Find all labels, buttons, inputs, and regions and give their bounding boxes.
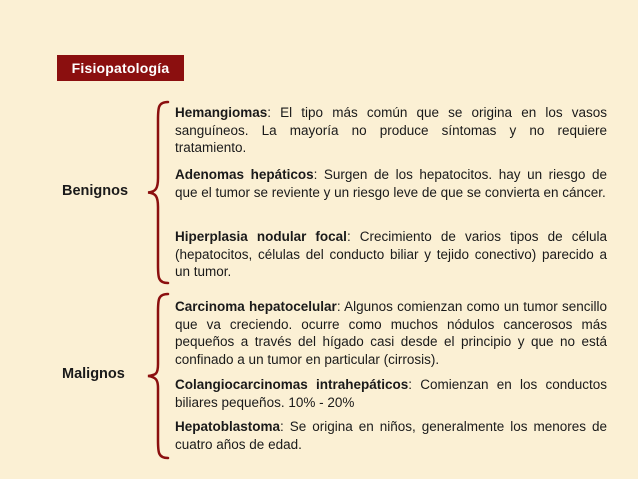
entry-term: Carcinoma hepatocelular: [175, 299, 337, 314]
entry-term: Colangiocarcinomas intrahepáticos: [175, 377, 409, 392]
entry-carcinoma: [175, 298, 607, 368]
brace-malignos: [144, 292, 172, 460]
entry-term: Adenomas hepáticos: [175, 167, 314, 182]
entry-colangiocarcinomas: [175, 376, 607, 411]
entry-text: : Crecimiento de varios tipos de célula (hepatocitos, células del conducto biliar y tejido conectivo) parecido a un tumor.: [175, 229, 607, 279]
entry-term: Hepatoblastoma: [175, 419, 281, 434]
entry-adenomas: [175, 166, 607, 201]
brace-benignos: [144, 100, 172, 285]
entry-text: : Se origina en niños, generalmente los menores de cuatro años de edad.: [175, 419, 607, 452]
page-title: Fisiopatología: [57, 55, 184, 81]
entry-term: Hiperplasia nodular focal: [175, 229, 347, 244]
entry-hemangiomas: [175, 104, 607, 157]
entry-text: : Algunos comienzan como un tumor sencillo que va creciendo. ocurre como muchos nódulos cancerosos más pequeños a través del hígado casi desde el principio y que no está confinado a un tumor en particular (cirrosis).: [175, 299, 607, 367]
entry-text: : Comienzan en los conductos biliares pequeños. 10% - 20%: [175, 377, 607, 410]
entry-hepatoblastoma: [175, 418, 607, 453]
entry-term: Hemangiomas: [175, 105, 268, 120]
group-label-benignos: Benignos: [62, 183, 129, 199]
group-label-malignos: Malignos: [62, 366, 125, 382]
entry-text: : El tipo más común que se origina en los vasos sanguíneos. La mayoría no produce síntomas y no requiere tratamiento.: [175, 105, 607, 155]
entry-text: : Surgen de los hepatocitos. hay un riesgo de que el tumor se reviente y un riesgo leve de que se convierta en cáncer.: [175, 167, 607, 200]
entry-hiperplasia: [175, 228, 607, 281]
